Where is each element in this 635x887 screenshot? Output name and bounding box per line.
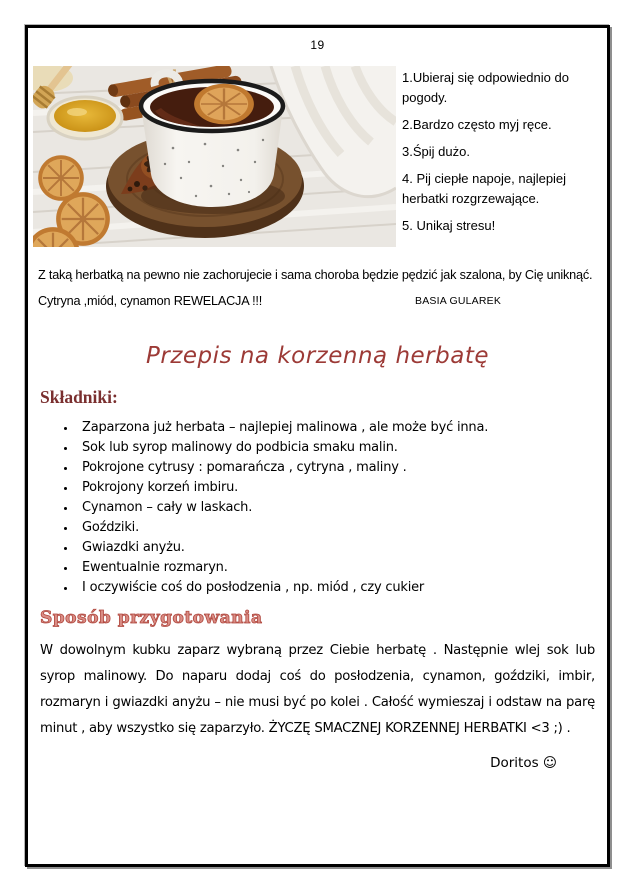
signature: Doritos ☺: [490, 754, 557, 771]
intro-paragraph: [38, 262, 597, 314]
ingredient-item: • Gwiazdki anyżu.: [76, 538, 597, 558]
ingredient-item: • I oczywiście coś do posłodzenia , np. miód , czy cukier: [76, 578, 597, 598]
ingredient-item: • Pokrojone cytrusy : pomarańcza , cytryna , maliny .: [76, 458, 597, 478]
tip-item-2: 2.Bardzo często myj ręce.: [402, 117, 552, 132]
tips-list: [402, 68, 601, 243]
ingredients-heading: Składniki:: [40, 387, 118, 407]
figure-row: [28, 66, 607, 247]
ingredient-item: • Cynamon – cały w laskach.: [76, 498, 597, 518]
tip-item-3: 3.Śpij dużo.: [402, 144, 470, 159]
tip-item-4: 4. Pij ciepłe napoje, najlepiej herbatki rozgrzewające.: [402, 171, 567, 206]
recipe-title: Przepis na korzenną herbatę: [146, 343, 489, 369]
tea-photo-illustration: [33, 66, 396, 247]
ingredient-item: • Ewentualnie rozmaryn.: [76, 558, 597, 578]
tea-photo: [33, 66, 396, 247]
intro-line-2: [38, 288, 597, 314]
intro-author: BASIA GULAREK: [415, 295, 502, 307]
intro-line-2-text: Cytryna ,miód, cynamon REWELACJA !!!: [38, 294, 263, 308]
method-heading: Sposób przygotowania: [40, 607, 263, 628]
ingredient-item: • Zaparzona już herbata – najlepiej malinowa , ale może być inna.: [76, 418, 597, 438]
tip-item-1: 1.Ubieraj się odpowiednio do pogody.: [402, 70, 569, 105]
intro-line-1: Z taką herbatką na pewno nie zachorujecie i sama choroba będzie pędzić jak szalona, by Cię uniknąć.: [38, 268, 593, 282]
page-number: 19: [310, 38, 325, 52]
tip-item-5: 5. Unikaj stresu!: [402, 218, 496, 233]
document-page: [25, 25, 610, 867]
ingredient-item: • Sok lub syrop malinowy do podbicia smaku malin.: [76, 438, 597, 458]
ingredient-item: • Goździki.: [76, 518, 597, 538]
ingredient-item: • Pokrojony korzeń imbiru.: [76, 478, 597, 498]
method-paragraph: W dowolnym kubku zaparz wybraną przez Ciebie herbatę . Następnie wlej sok lub syrop malinowy. Do naparu dodaj coś do posłodzenia, cynamon, goździki, imbir, rozmaryn i gwiazdki anyżu – nie musi być po kolei . Całość wymieszaj i odstaw na parę minut , aby wszystko się zaparzyło. ŻYCZĘ SMACZNEJ KORZENNEJ HERBATKI <3 ;) .: [40, 642, 595, 736]
ingredients-list: [40, 418, 597, 598]
